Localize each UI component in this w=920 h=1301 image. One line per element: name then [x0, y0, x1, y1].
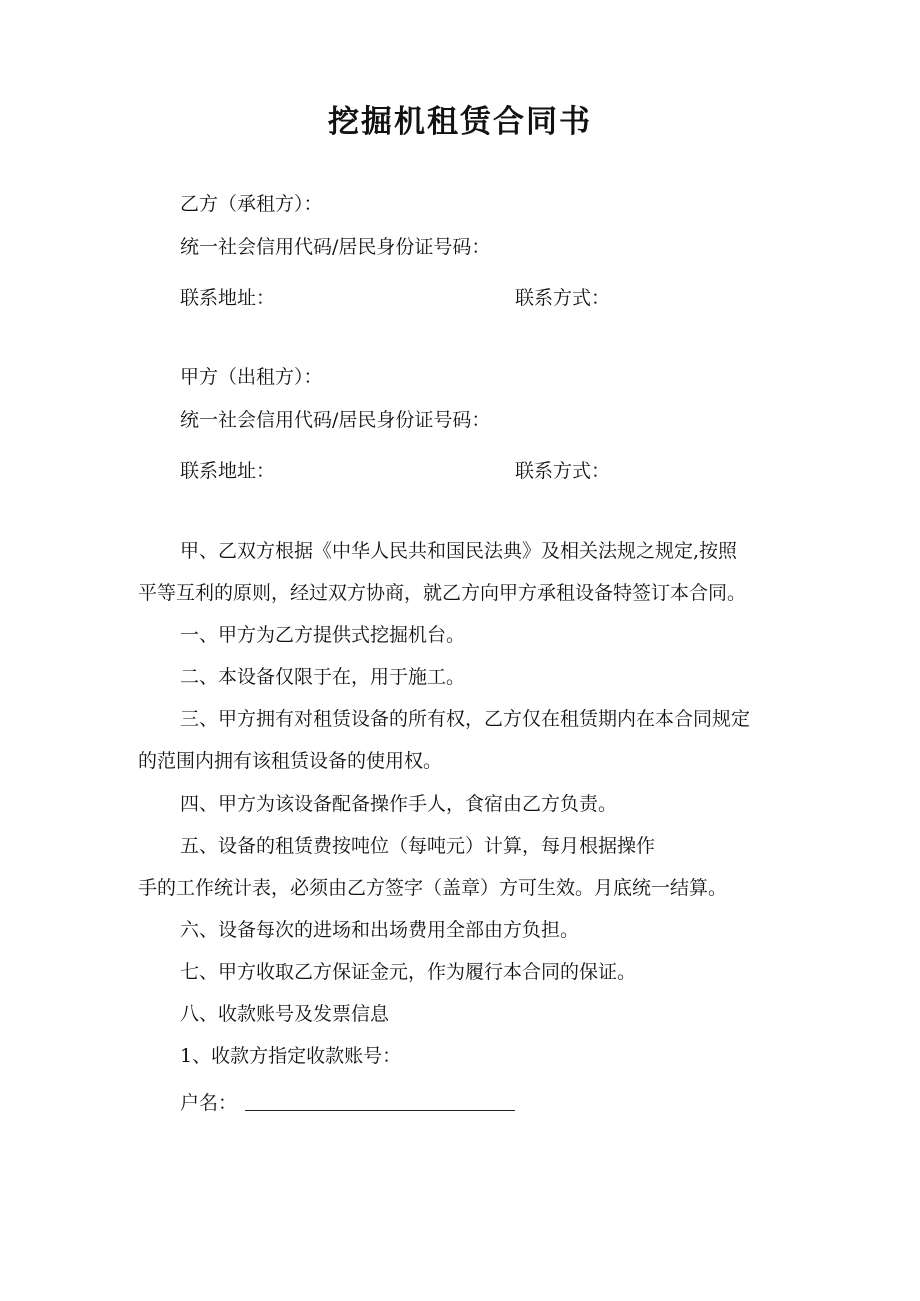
party-b-id-line: 统一社会信用代码/居民身份证号码：: [180, 236, 491, 258]
document-title: 挖掘机租赁合同书: [328, 104, 592, 140]
clause-5-line-2: 手的工作统计表，必须由乙方签字（盖章）方可生效。月底统一结算。: [138, 877, 728, 899]
clause-4: 四、甲方为该设备配备操作手人，食宿由乙方负责。: [180, 793, 618, 815]
party-b-contact-label: 联系方式：: [515, 287, 611, 309]
clause-5-line-1: 五、设备的租赁费按吨位（每吨元）计算，每月根据操作: [180, 835, 656, 857]
clause-3-line-2: 的范围内拥有该租赁设备的使用权。: [138, 750, 443, 772]
clause-3-line-1: 三、甲方拥有对租赁设备的所有权，乙方仅在租赁期内在本合同规定: [180, 708, 751, 730]
preamble-line-2: 平等互利的原则，经过双方协商，就乙方向甲方承租设备特签订本合同。: [138, 582, 747, 604]
preamble-line-1: 甲、乙双方根据《中华人民共和国民法典》及相关法规之规定,按照: [180, 540, 738, 562]
clause-8: 八、收款账号及发票信息: [180, 1003, 390, 1025]
clause-7: 七、甲方收取乙方保证金元，作为履行本合同的保证。: [180, 961, 637, 983]
party-b-address-label: 联系地址：: [180, 287, 276, 309]
clause-6: 六、设备每次的进场和出场费用全部由方负担。: [180, 919, 580, 941]
clause-1: 一、甲方为乙方提供式挖掘机台。: [180, 624, 466, 646]
clause-2: 二、本设备仅限于在，用于施工。: [180, 666, 466, 688]
party-b-heading: 乙方（承租方）：: [180, 193, 323, 215]
clause-8-1: 1、收款方指定收款账号：: [180, 1045, 402, 1067]
account-name-blank-line: [245, 1110, 515, 1111]
party-a-id-line: 统一社会信用代码/居民身份证号码：: [180, 409, 491, 431]
account-name-label: 户名：: [180, 1092, 238, 1114]
party-a-address-label: 联系地址：: [180, 460, 276, 482]
party-a-heading: 甲方（出租方）：: [180, 366, 323, 388]
party-a-contact-label: 联系方式：: [515, 460, 611, 482]
